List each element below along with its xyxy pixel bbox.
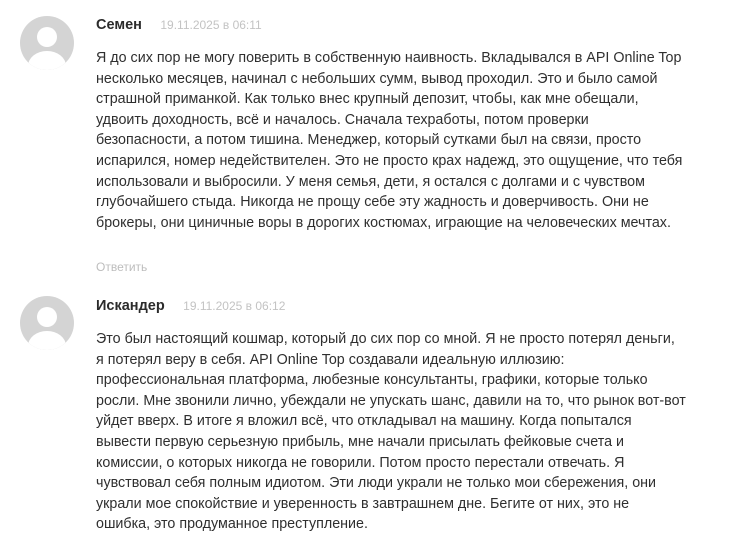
comment-date: 19.11.2025 в 06:12 xyxy=(183,299,286,313)
comment-date: 19.11.2025 в 06:11 xyxy=(160,18,262,32)
avatar xyxy=(20,296,74,350)
comment-text: Это был настоящий кошмар, который до сих пор со мной. Я не просто потерял деньги, я потерял веру в себя. API Online Top создавали идеальную иллюзию: профессиональная платформа, любезные консультанты, графики, которые только росли. Мне звонили лично, убеждали не упускать шанс, давили на то, что рынок вот-вот уйдет вверх. В итоге я вложил всё, что откладывал на машину. Когда попытался вывести первую серьезную прибыль, мне начали присылать фейковые счета и комиссии, о которых никогда не говорили. Потом просто перестали отвечать. Я чувствовал себя полным идиотом. Эти люди украли не только мои сбережения, они украли мое спокойствие и уверенность в завтрашнем дне. Бегите от них, это не ошибка, это продуманное преступление. xyxy=(96,331,686,533)
comment-text: Я до сих пор не могу поверить в собственную наивность. Вкладывался в API Online Top несколько месяцев, начинал с небольших сумм, вывод проходил. Это и было самой страшной приманкой. Как только внес крупный депозит, чтобы, как мне обещали, удвоить доходность, всё и началось. Сначала техработы, потом проверки безопасности, а потом тишина. Менеджер, который сутками был на связи, просто испарился, номер недействителен. Это не просто крах надежд, это ощущение, что тебя использовали и выбросили. У меня семья, дети, я остался с долгами и с чувством глубочайшего стыда. Никогда не прощу себе эту жадность и доверчивость. Они не брокеры, они циничные воры в дорогих костюмах, играющие на человеческих мечтах. xyxy=(96,50,683,231)
comment-author: Искандер xyxy=(96,298,165,314)
comment-author: Семен xyxy=(96,17,142,33)
reply-button[interactable]: Ответить xyxy=(96,260,148,274)
user-silhouette-icon xyxy=(20,296,74,350)
comment-meta xyxy=(96,297,285,315)
